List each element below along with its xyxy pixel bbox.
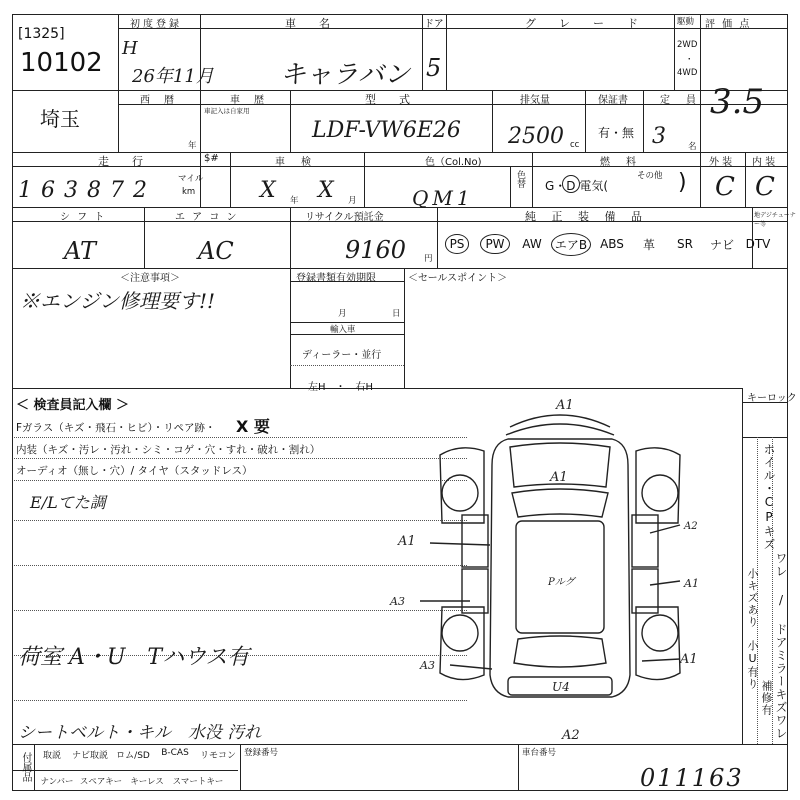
rear-window: [514, 636, 606, 667]
smeter-label: $#: [204, 153, 219, 164]
inspection-month: X: [318, 178, 334, 203]
dot: ・: [685, 55, 694, 65]
year-suffix: 年: [188, 141, 197, 151]
equip-dtv: [740, 225, 776, 263]
rule: [118, 28, 788, 29]
mile-unit: マイル: [178, 174, 204, 184]
recycle-value: 9160: [345, 236, 407, 264]
mark-left-rear: A3: [420, 659, 435, 672]
side-note-2: ワレ / ドアミラーキズワレ: [774, 552, 788, 740]
score-value: 3.5: [710, 82, 765, 122]
caution-label: ＜注意事項＞: [120, 273, 180, 284]
mark-left-door: A3: [390, 595, 405, 608]
rule: [742, 437, 788, 438]
exterior-label: 外 装: [709, 157, 733, 168]
equip-leather-label: 革: [642, 237, 655, 252]
left-rear-fender: [440, 607, 484, 680]
rule: [12, 207, 788, 208]
rule: [290, 90, 291, 152]
color-label: 色（Col.No): [425, 157, 482, 168]
shift-label: シ フ ト: [60, 212, 107, 223]
grade-label: グ レ ー ド: [525, 17, 644, 30]
day-label: 日: [392, 309, 401, 319]
audio-line: オーディオ（無し・穴）/ タイヤ（スタッドレス）: [16, 465, 253, 477]
acc-spare-key: スペアキー: [79, 777, 123, 787]
inspection-year: X: [260, 178, 276, 203]
rule: [12, 14, 13, 790]
rule: [144, 207, 145, 268]
right-rear-fender: [636, 607, 680, 680]
recycle-label: リサイクル預託金: [305, 212, 384, 223]
fuel-d-circle: [562, 175, 580, 193]
acc-manual: 取説: [42, 751, 61, 761]
exterior-value: C: [715, 172, 735, 202]
ac-value: AC: [198, 237, 234, 265]
inspector-note-1: E/Lてた調: [30, 493, 106, 512]
acc-bcas: B-CAS: [161, 748, 189, 758]
drive-4wd: 4WD: [677, 68, 698, 78]
month-label: 月: [338, 309, 347, 319]
rule: [532, 152, 533, 207]
rule: [200, 90, 201, 152]
equip-pw-label: PW: [480, 234, 509, 254]
wheel-left-rear: [442, 615, 478, 651]
rule: [12, 744, 788, 745]
shift-value: AT: [64, 237, 97, 265]
warranty-label: 保証書: [598, 95, 628, 106]
equip-pw: [476, 225, 514, 263]
side-note-3: 小キズあり: [746, 568, 759, 628]
acc-plate: ナンバー: [40, 777, 74, 787]
equip-abs: [592, 225, 632, 263]
car-name-value: キャラバン: [280, 60, 411, 90]
door-label: ドア: [424, 19, 444, 30]
rule: [12, 221, 788, 222]
keyless-label: キーロック: [747, 393, 797, 404]
rule: [290, 365, 404, 367]
recycle-unit: 円: [424, 254, 433, 264]
reg-number-label: 登録番号: [244, 748, 279, 758]
sales-label: ＜セールスポイント＞: [408, 273, 508, 284]
glass-line: Fガラス（キズ・飛石・ヒビ）・リペア跡・: [16, 422, 216, 434]
steering-options: 左H ・ 右H: [308, 382, 374, 393]
equip-leather: [632, 225, 666, 263]
front-bumper-inner: [506, 424, 614, 435]
inspector-note-2: 荷室 A・U Tハウス有: [18, 645, 250, 670]
wheel-right-rear: [642, 615, 678, 651]
displacement-value: 2500: [508, 124, 564, 149]
west-year-label: 西 暦: [140, 95, 176, 106]
fuel-options: G・D 電気(: [545, 179, 609, 193]
rule: [240, 744, 241, 790]
acc-smart-key: スマートキー: [172, 777, 224, 787]
rule: [742, 388, 743, 744]
lot-code: [1325]: [18, 26, 65, 42]
equip-dtv-label: DTV: [745, 237, 771, 251]
reg-doc-label: 登録書類有効期限: [296, 273, 376, 284]
score-label: 評 価 点: [705, 19, 752, 30]
side-note-1: ホイル・CPキズ: [762, 443, 776, 551]
rule: [510, 166, 511, 207]
equip-navi: [704, 225, 740, 263]
mark-right-fender: A2: [684, 521, 698, 532]
color-value: QM1: [412, 186, 474, 210]
mileage-value: 163872: [18, 178, 156, 203]
drive-2wd: 2WD: [677, 40, 698, 50]
car-damage-diagram: [380, 395, 740, 743]
mark-right-rear: A1: [680, 652, 698, 667]
rule: [12, 770, 238, 771]
door-value: 5: [426, 54, 442, 82]
mark-front-bumper: A1: [556, 398, 574, 413]
equip-sr: [666, 225, 704, 263]
rule: [364, 152, 365, 207]
rule: [230, 152, 231, 207]
rule: [12, 14, 788, 15]
fuel-label: 燃 料: [600, 157, 639, 168]
import-options: ディーラー・並行: [302, 350, 382, 361]
mark-right-door: A1: [684, 577, 699, 590]
first-reg-label: 初度登録: [130, 19, 182, 30]
interior-label: 内 装: [752, 157, 776, 168]
inspection-month-unit: 月: [348, 196, 357, 206]
import-label: 輸入車: [330, 325, 356, 335]
capacity-value: 3: [652, 124, 666, 149]
equip-ps-label: PS: [445, 234, 470, 254]
history-sub: 車記入は自家用: [204, 107, 250, 115]
chassis-label: 車台番号: [522, 748, 557, 758]
warranty-options: 有・無: [598, 126, 635, 140]
rule: [290, 268, 291, 388]
ac-label: エ ア コ ン: [175, 212, 239, 223]
mark-left-fender: A1: [398, 534, 416, 549]
acc-remote: リモコン: [199, 751, 236, 761]
km-unit: km: [182, 187, 196, 197]
side-note-4: 小U有り: [746, 640, 759, 690]
rule: [585, 90, 586, 152]
caution-text: ※エンジン修理要す!!: [20, 289, 216, 313]
rule: [674, 14, 675, 90]
history-label: 車 歴: [230, 95, 266, 106]
equip-aw-label: AW: [522, 237, 542, 251]
displacement-label: 排気量: [520, 95, 550, 106]
mark-rear-bumper: A2: [562, 728, 580, 743]
mark-roof: Pルグ: [548, 577, 575, 588]
rule: [700, 90, 701, 207]
windshield: [512, 489, 608, 517]
inspection-label: 車 検: [275, 157, 314, 168]
drive-label: 駆動: [677, 17, 695, 27]
color-change-label: 色替: [515, 170, 525, 188]
acc-keyless: キーレス: [130, 777, 164, 787]
capacity-unit: 名: [688, 142, 697, 152]
equip-airbag-label: エアB: [551, 233, 591, 256]
equip-abs-label: ABS: [600, 237, 624, 251]
accessories-label: 付属品: [20, 752, 31, 782]
inspection-year-unit: 年: [290, 196, 299, 206]
equipment-label: 純 正 装 備 品: [525, 210, 648, 223]
rule: [492, 90, 493, 152]
equip-ps: [438, 225, 476, 263]
rule: [446, 14, 447, 90]
rule: [745, 152, 746, 207]
chassis-value: 011163: [640, 764, 744, 792]
first-reg-era: H: [122, 38, 138, 59]
mileage-label: 走 行: [98, 155, 149, 168]
equipment-list: [438, 225, 787, 263]
tuner-label: 地デジチューナー等: [754, 212, 796, 228]
rule: [404, 268, 405, 388]
left-front-fender: [440, 448, 484, 523]
equip-airbag: [550, 225, 592, 263]
inspector-label: ＜ 検査員記入欄 ＞: [16, 398, 130, 413]
car-name-label: 車 名: [285, 17, 336, 30]
rule: [290, 207, 291, 268]
equip-navi-label: ナビ: [709, 237, 734, 252]
displacement-unit: cc: [570, 140, 580, 150]
rule: [518, 744, 519, 790]
acc-rom-sd: ロム/SD: [116, 751, 150, 761]
equip-aw: [514, 225, 550, 263]
fuel-paren: ): [678, 170, 687, 195]
interior-value: C: [755, 172, 775, 202]
region-value: 埼玉: [40, 107, 80, 131]
glass-mark: X 要: [236, 417, 270, 436]
accessories-row-1: [36, 748, 240, 761]
model-label: 型 式: [365, 93, 416, 106]
side-note-5: 補修有: [760, 680, 773, 716]
front-bumper: [510, 415, 610, 427]
right-front-fender: [636, 448, 680, 523]
accessories-row-2: [36, 775, 240, 787]
rule: [12, 388, 742, 389]
wheel-right-front: [642, 475, 678, 511]
capacity-label: 定 員: [660, 95, 699, 106]
equip-sr-label: SR: [677, 237, 693, 251]
mark-hood: A1: [550, 470, 568, 485]
fuel-other: その他: [637, 171, 663, 181]
acc-navi-manual: ナビ取説: [71, 751, 108, 761]
inspector-note-3: シートベルト・キル 水没 汚れ: [18, 723, 262, 743]
first-reg-value: 26年11月: [132, 66, 214, 87]
model-value: LDF-VW6E26: [312, 118, 461, 143]
rule: [118, 14, 119, 152]
interior-line: 内装（キズ・汚レ・汚れ・シミ・コゲ・穴・すれ・破れ・割れ）: [16, 444, 321, 456]
wheel-left-front: [442, 475, 478, 511]
rule: [700, 14, 701, 90]
mark-rear: U4: [552, 680, 570, 694]
lot-number: 10102: [20, 48, 103, 78]
rule: [643, 90, 644, 152]
